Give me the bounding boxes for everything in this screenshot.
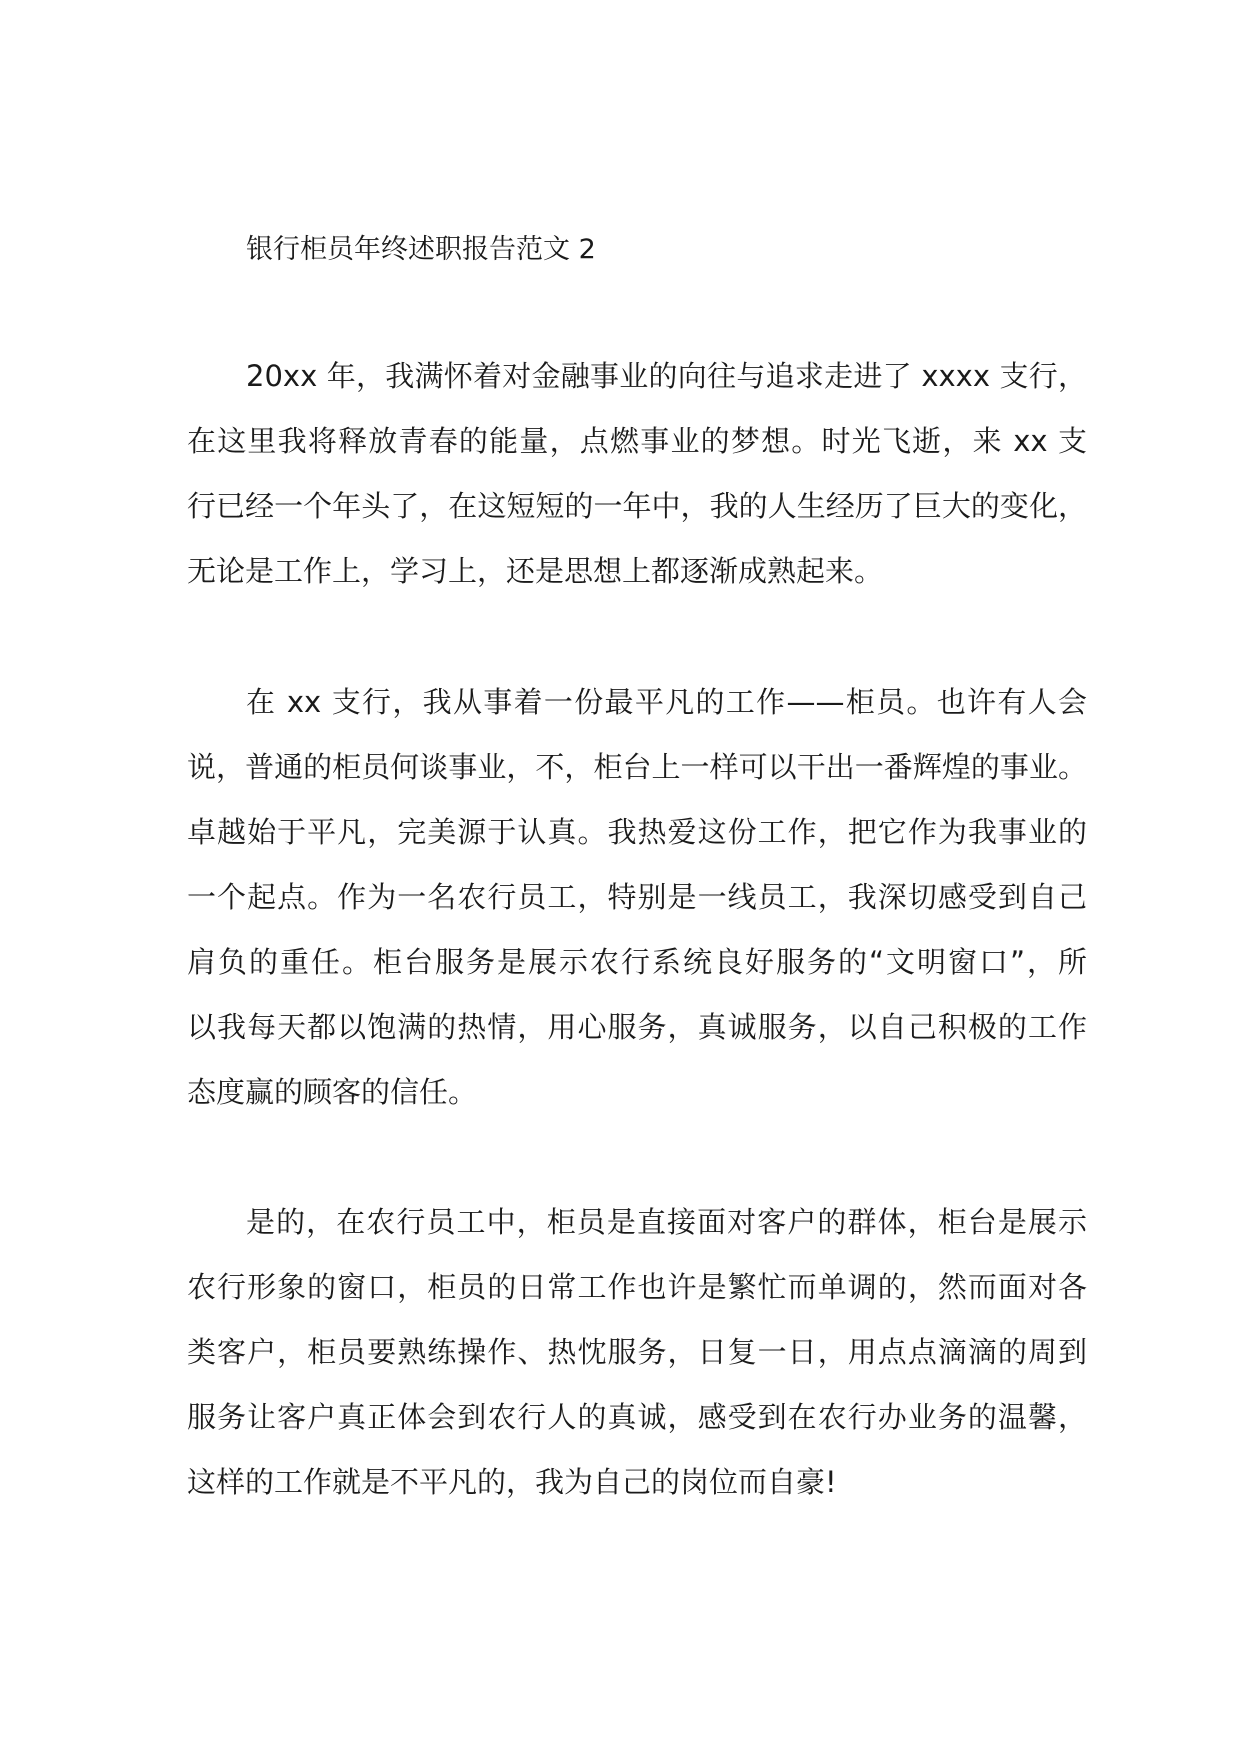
paragraph-line: 态度赢的顾客的信任。 — [187, 1075, 478, 1109]
paragraph-line: 20xx 年，我满怀着对金融事业的向往与追求走进了 xxxx 支行， — [246, 359, 1087, 393]
paragraph-line: 卓越始于平凡，完美源于认真。我热爱这份工作，把它作为我事业的 — [187, 815, 1087, 849]
paragraph-2 — [187, 670, 1087, 1125]
paragraph-line: 无论是工作上，学习上，还是思想上都逐渐成熟起来。 — [187, 554, 884, 588]
paragraph-3 — [187, 1190, 1087, 1515]
paragraph-1 — [187, 344, 1087, 604]
paragraph-line: 农行形象的窗口，柜员的日常工作也许是繁忙而单调的，然而面对各 — [187, 1270, 1087, 1304]
paragraph-line: 说，普通的柜员何谈事业，不，柜台上一样可以干出一番辉煌的事业。 — [187, 750, 1087, 784]
paragraph-line: 一个起点。作为一名农行员工，特别是一线员工，我深切感受到自己 — [187, 880, 1087, 914]
paragraph-line: 在这里我将释放青春的能量，点燃事业的梦想。时光飞逝，来 xx 支 — [187, 424, 1087, 458]
paragraph-line: 是的，在农行员工中，柜员是直接面对客户的群体，柜台是展示 — [246, 1205, 1087, 1239]
paragraph-line: 肩负的重任。柜台服务是展示农行系统良好服务的“文明窗口”，所 — [187, 945, 1087, 979]
paragraph-line: 类客户，柜员要熟练操作、热忱服务，日复一日，用点点滴滴的周到 — [187, 1335, 1087, 1369]
paragraph-line: 以我每天都以饱满的热情，用心服务，真诚服务，以自己积极的工作 — [187, 1010, 1087, 1044]
document-title: 银行柜员年终述职报告范文 2 — [246, 234, 596, 265]
paragraph-line: 在 xx 支行，我从事着一份最平凡的工作——柜员。也许有人会 — [246, 685, 1087, 719]
paragraph-line: 这样的工作就是不平凡的，我为自己的岗位而自豪! — [187, 1465, 837, 1499]
paragraph-line: 服务让客户真正体会到农行人的真诚，感受到在农行办业务的温馨， — [187, 1400, 1087, 1434]
paragraph-line: 行已经一个年头了，在这短短的一年中，我的人生经历了巨大的变化， — [187, 489, 1087, 523]
